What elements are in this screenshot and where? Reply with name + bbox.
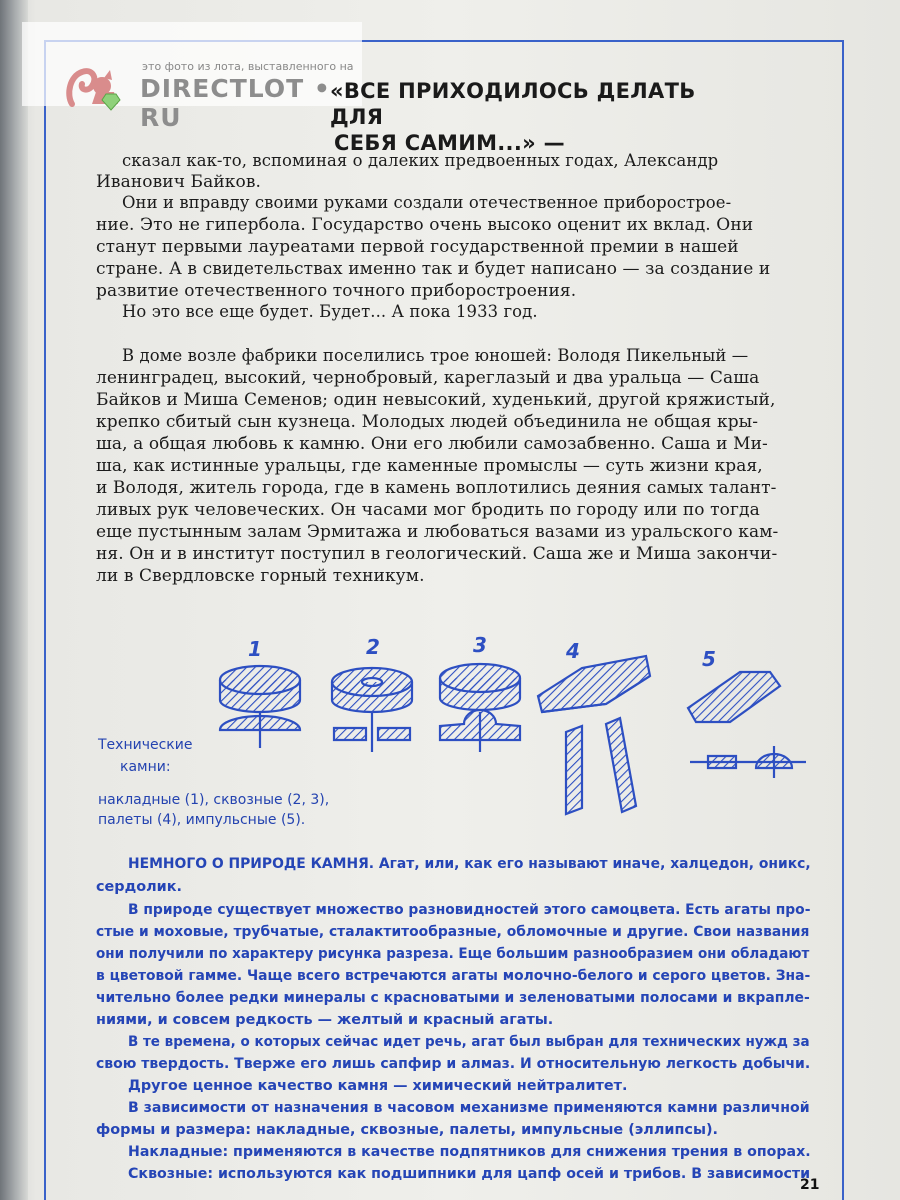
chapter-heading bbox=[330, 78, 750, 156]
body-line: крепко сбитый сын кузнеца. Молодых людей объединила не общая кры- bbox=[96, 412, 759, 432]
stone-1-endstone bbox=[220, 666, 300, 748]
section-line: Агат, или, как его называют иначе, халцедон, оникс, bbox=[378, 856, 811, 872]
body-line: Но это все еще будет. Будет... А пока 1933 год. bbox=[122, 302, 538, 322]
figure-number-5: 5 bbox=[702, 647, 716, 671]
body-line: стране. А в свидетельствах именно так и будет написано — за создание и bbox=[96, 259, 771, 279]
figure-caption-line: Технические bbox=[98, 737, 193, 753]
figure-caption-line: камни: bbox=[120, 759, 171, 775]
stone-3-hole-jewel-olive bbox=[440, 664, 520, 752]
squirrel-logo-icon bbox=[64, 64, 124, 116]
body-line: ша, а общая любовь к камню. Они его любили самозабвенно. Саша и Ми- bbox=[96, 434, 768, 454]
section-line: формы и размера: накладные, сквозные, палеты, импульсные (эллипсы). bbox=[96, 1122, 719, 1138]
section-line: Сквозные: используются как подшипники для цапф осей и трибов. В зависимости bbox=[128, 1166, 811, 1182]
figure-number-3: 3 bbox=[473, 633, 487, 657]
section-line: Другое ценное качество камня — химический нейтралитет. bbox=[128, 1078, 628, 1094]
body-line: еще пустынным залам Эрмитажа и любоваться вазами из уральского кам- bbox=[96, 522, 779, 542]
watermark bbox=[22, 22, 362, 132]
body-line: развитие отечественного точного приборостроения. bbox=[96, 281, 577, 301]
figure-number-4: 4 bbox=[566, 639, 580, 663]
heading-line-1: «ВСЕ ПРИХОДИЛОСЬ ДЕЛАТЬ ДЛЯ bbox=[330, 79, 696, 129]
figure-number-1: 1 bbox=[248, 637, 262, 661]
body-line: ливых рук человеческих. Он часами мог бродить по городу или по тогда bbox=[96, 500, 760, 520]
section-title-line bbox=[128, 856, 811, 872]
section-line: они получили по характеру рисунка разреза. Еще большим разнообразием они обладают bbox=[96, 946, 810, 962]
figure-number-2: 2 bbox=[366, 635, 380, 659]
stone-5-impulse-pin bbox=[688, 672, 806, 778]
page-number: 21 bbox=[800, 1177, 820, 1193]
body-line: Иванович Байков. bbox=[96, 172, 262, 192]
section-line: В зависимости от назначения в часовом механизме применяются камни различной bbox=[128, 1100, 810, 1116]
body-line: В доме возле фабрики поселились трое юношей: Володя Пикельный — bbox=[122, 346, 749, 366]
body-line: сказал как-то, вспоминая о далеких предвоенных годах, Александр bbox=[122, 151, 719, 171]
heading-line-2: СЕБЯ САМИМ...» — bbox=[334, 131, 565, 155]
stone-2-hole-jewel bbox=[332, 668, 412, 752]
body-line: ня. Он и в институт поступил в геологический. Саша же и Миша закончи- bbox=[96, 544, 778, 564]
section-line: стые и моховые, трубчатые, сталактитообразные, обломочные и другие. Свои названия bbox=[96, 924, 810, 940]
section-line: Накладные: применяются в качестве подпятников для снижения трения в опорах. bbox=[128, 1144, 811, 1160]
stone-4-pallet bbox=[538, 656, 650, 814]
body-line: станут первыми лауреатами первой государственной премии в нашей bbox=[96, 237, 739, 257]
body-line: Байков и Миша Семенов; один невысокий, худенький, другой кряжистый, bbox=[96, 390, 776, 410]
section-line: сердолик. bbox=[96, 879, 182, 895]
page-binding-edge bbox=[0, 0, 28, 1200]
figure-caption-line: накладные (1), сквозные (2, 3), bbox=[98, 792, 330, 808]
section-line: свою твердость. Тверже его лишь сапфир и алмаз. И относительную легкость добычи. bbox=[96, 1056, 811, 1072]
body-line: ша, как истинные уральцы, где каменные промыслы — суть жизни края, bbox=[96, 456, 763, 476]
figure-caption-line: палеты (4), импульсные (5). bbox=[98, 812, 306, 828]
watermark-name: DIRECTLOT • RU bbox=[140, 74, 331, 132]
body-line: ние. Это не гипербола. Государство очень высоко оценит их вклад. Они bbox=[96, 215, 754, 235]
body-line: Они и вправду своими руками создали отечественное приборострое- bbox=[122, 193, 732, 213]
body-line: ли в Свердловске горный техникум. bbox=[96, 566, 425, 586]
watermark-caption: это фото из лота, выставленного на bbox=[142, 60, 354, 73]
body-line: ленинградец, высокий, чернобровый, кареглазый и два уральца — Саша bbox=[96, 368, 760, 388]
section-line: В природе существует множество разновидностей этого самоцвета. Есть агаты про- bbox=[128, 902, 811, 918]
section-line: ниями, и совсем редкость — желтый и красный агаты. bbox=[96, 1012, 554, 1028]
section-line: в цветовой гамме. Чаще всего встречаются агаты молочно-белого и серого цветов. Зна- bbox=[96, 968, 811, 984]
section-line: В те времена, о которых сейчас идет речь, агат был выбран для технических нужд за bbox=[128, 1034, 810, 1050]
body-line: и Володя, житель города, где в камень воплотились деяния самых талант- bbox=[96, 478, 777, 498]
section-line: чительно более редки минералы с красноватыми и зеленоватыми полосами и вкрапле- bbox=[96, 990, 810, 1006]
section-title: НЕМНОГО О ПРИРОДЕ КАМНЯ. bbox=[128, 856, 375, 872]
